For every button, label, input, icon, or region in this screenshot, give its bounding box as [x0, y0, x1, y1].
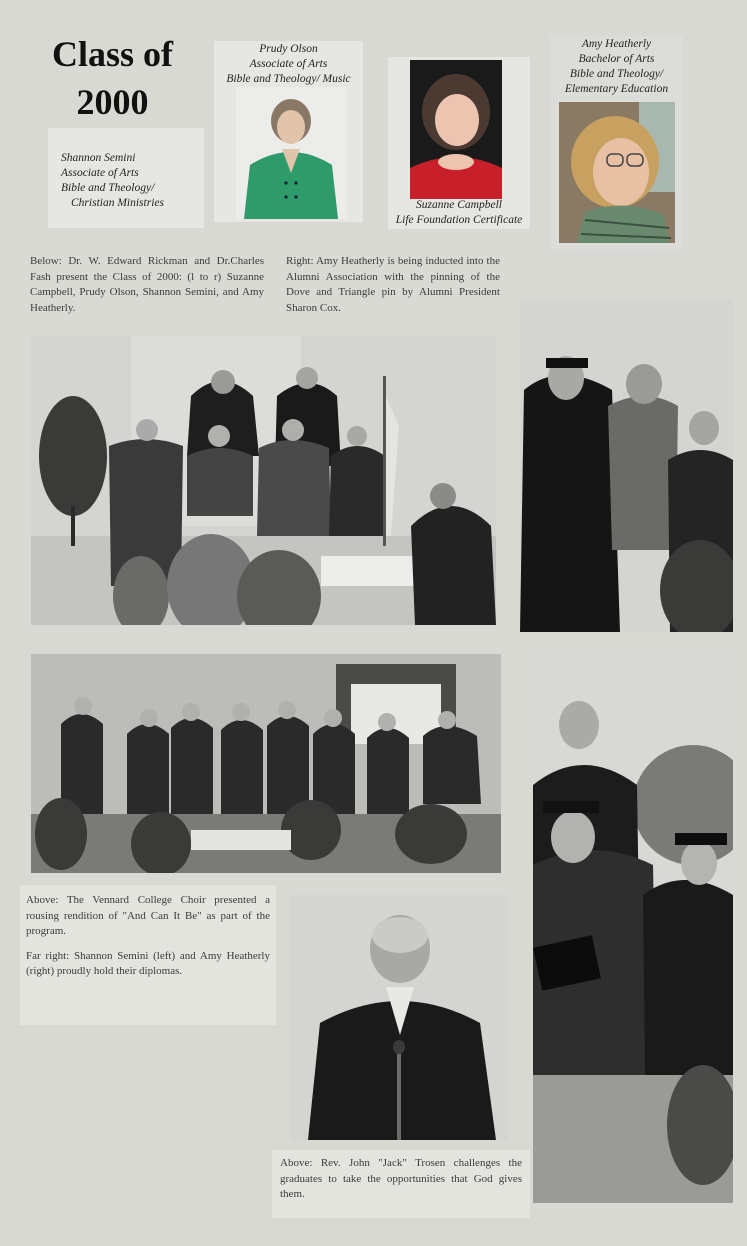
- portrait-suzanne: [410, 60, 502, 199]
- profile-field: Bible and Theology/ Music: [226, 73, 351, 85]
- profile-field: Bible and Theology/: [569, 68, 664, 80]
- profile-degree: Life Foundation Certificate: [395, 214, 523, 226]
- profile-field: Bible and Theology/: [61, 182, 155, 194]
- page-title: Class of 2000: [51, 34, 173, 122]
- profile-name: Suzanne Campbell: [416, 199, 502, 211]
- photo-diplomas: [533, 655, 733, 1203]
- profile-degree: Associate of Arts: [61, 167, 139, 179]
- photo-trosen: [290, 895, 508, 1140]
- profile-field: Elementary Education: [564, 83, 669, 95]
- caption-choir: Above: The Vennard College Choir presented a rousing rendition of "And Can It Be" as part of the program.: [26, 894, 270, 937]
- caption-text: Below: Dr. W. Edward Rickman and Dr.Charles Fash present the Class of 2000: (l to r) Suzanne Campbell, Prudy Olson, Shannon Semini, and Amy Heatherly.: [30, 255, 264, 314]
- caption-below: [22, 248, 272, 322]
- profile-degree: Associate of Arts: [249, 58, 328, 70]
- photo-class-presentation: [31, 336, 496, 625]
- profile-name: Shannon Semini: [61, 152, 136, 164]
- profile-card-prudy: [214, 41, 363, 222]
- profile-card-shannon: [48, 128, 204, 228]
- caption-right: [278, 248, 508, 322]
- photo-pinning: [520, 300, 733, 632]
- portrait-prudy: [236, 87, 346, 219]
- profile-card-suzanne: [388, 57, 530, 229]
- profile-card-amy: [550, 36, 683, 249]
- caption-far-right: Far right: Shannon Semini (left) and Amy Heatherly (right) proudly hold their diplomas.: [26, 949, 270, 977]
- photo-choir: [31, 654, 501, 873]
- portrait-amy: [559, 102, 675, 243]
- profile-name: Amy Heatherly: [581, 38, 652, 50]
- caption-trosen: [272, 1150, 530, 1218]
- profile-field: Christian Ministries: [71, 197, 164, 209]
- profile-name: Prudy Olson: [259, 43, 318, 55]
- caption-choir-and-diplomas: [20, 885, 276, 1025]
- caption-text: Right: Amy Heatherly is being inducted into the Alumni Association with the pinning of the Dove and Triangle pin by Alumni President Sharon Cox.: [286, 255, 500, 314]
- profile-degree: Bachelor of Arts: [578, 53, 655, 65]
- caption-text: Above: Rev. John "Jack" Trosen challenges the graduates to take the opportunities that God gives them.: [280, 1157, 522, 1200]
